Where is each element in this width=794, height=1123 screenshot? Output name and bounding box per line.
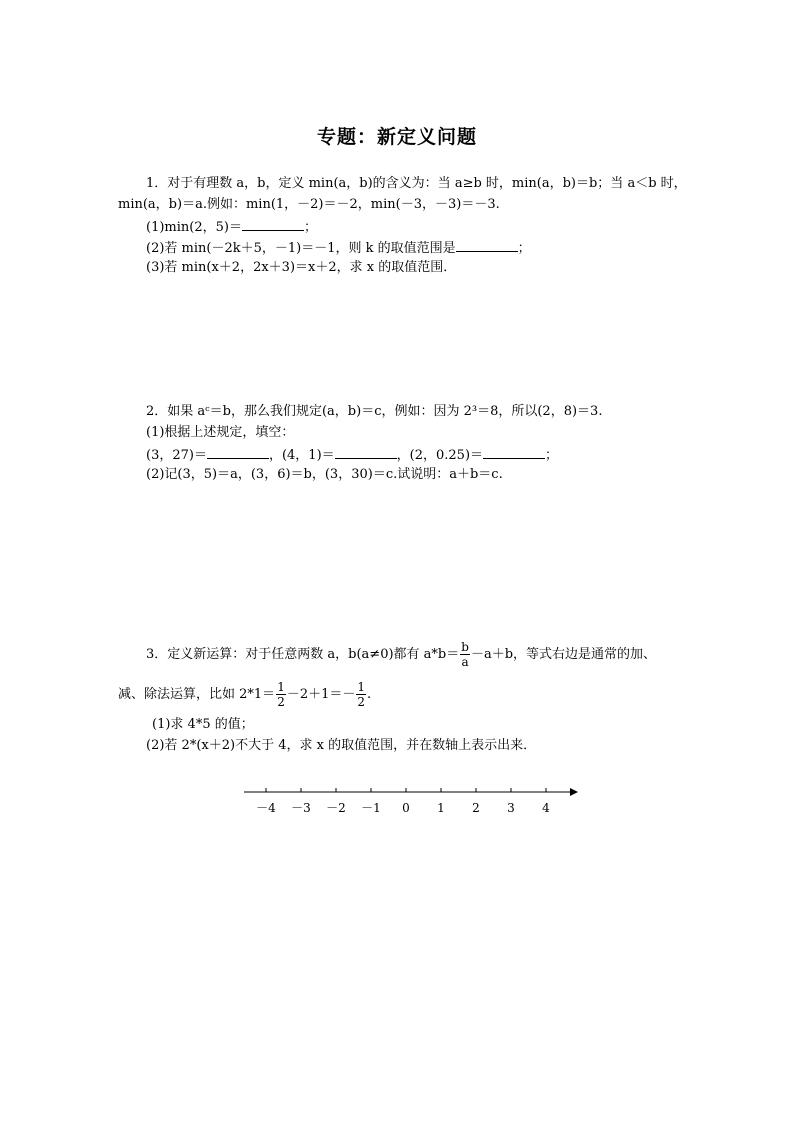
number-line-tick-label: 3 — [507, 801, 515, 815]
fraction-b-over-a — [460, 640, 470, 669]
answer-blank[interactable] — [242, 217, 304, 231]
q1-part-2-end: ； — [517, 241, 531, 256]
q2-fill-1: (3，27)＝ — [146, 448, 207, 463]
fraction-denominator: 2 — [357, 695, 366, 709]
fraction-one-half — [276, 680, 286, 709]
number-line-tick-label: －3 — [291, 801, 311, 815]
q1-part-1-text: (1)min(2，5)＝ — [146, 220, 242, 235]
answer-blank[interactable] — [207, 445, 269, 459]
fraction-denominator: a — [461, 655, 469, 669]
q2-fill-3: ，(2，0.25)＝ — [396, 448, 484, 463]
fraction-denominator: 2 — [277, 695, 285, 709]
number-line-tick-label: －1 — [361, 801, 381, 815]
fraction-numerator: 1 — [277, 680, 285, 694]
q1-line-2: min(a，b)＝a.例如：min(1，－2)＝－2，min(－3，－3)＝－3. — [118, 197, 500, 212]
q3-line-1 — [146, 640, 656, 669]
number-line — [240, 782, 585, 824]
number-line-arrow — [570, 788, 578, 796]
q2-line-1: 2．如果 aᶜ＝b，那么我们规定(a，b)＝c，例如：因为 2³＝8，所以(2，8)＝3. — [146, 404, 603, 419]
number-line-tick-label: 4 — [542, 801, 550, 815]
q3-line-1-pre: 3．定义新运算：对于任意两数 a，b(a≠0)都有 a*b＝ — [146, 647, 460, 662]
fraction-numerator: b — [461, 640, 469, 654]
q3-part-1: (1)求 4*5 的值； — [152, 717, 254, 732]
q1-part-2 — [146, 238, 531, 258]
number-line-tick-label: 1 — [437, 801, 445, 815]
q3-line-1-post: －a＋b，等式右边是通常的加、 — [470, 647, 657, 662]
q1-part-1-end: ； — [303, 220, 317, 235]
q3-line-2-mid: －2＋1＝－ — [286, 687, 356, 702]
q1-part-1 — [146, 217, 317, 237]
number-line-tick-label: 2 — [472, 801, 480, 815]
q1-part-2-text: (2)若 min(－2k＋5，－1)＝－1，则 k 的取值范围是 — [146, 241, 456, 256]
q2-fill-end: ； — [545, 448, 559, 463]
q2-line-2: (1)根据上述规定，填空： — [146, 425, 295, 440]
q3-line-2 — [118, 680, 371, 709]
page-title: 专题：新定义问题 — [316, 126, 477, 148]
q3-line-2-pre: 减、除法运算，比如 2*1＝ — [118, 687, 276, 702]
answer-blank[interactable] — [456, 238, 518, 252]
q2-fill-line — [146, 445, 558, 465]
q1-line-1: 1．对于有理数 a，b，定义 min(a，b)的含义为：当 a≥b 时，min(a，b)＝b；当 a＜b 时， — [146, 176, 687, 191]
number-line-tick-label: －2 — [326, 801, 346, 815]
q2-fill-2: ，(4，1)＝ — [268, 448, 335, 463]
answer-blank[interactable] — [335, 445, 397, 459]
answer-blank[interactable] — [483, 445, 545, 459]
q2-part-2: (2)记(3，5)＝a，(3，6)＝b，(3，30)＝c.试说明：a＋b＝c. — [146, 467, 503, 482]
fraction-numerator: 1 — [357, 680, 366, 694]
q3-part-2: (2)若 2*(x＋2)不大于 4，求 x 的取值范围，并在数轴上表示出来． — [146, 738, 537, 753]
number-line-tick-label: 0 — [402, 801, 410, 815]
fraction-one-half — [356, 680, 366, 709]
q3-line-2-end: . — [367, 687, 372, 702]
number-line-tick-label: －4 — [256, 801, 276, 815]
q1-part-3: (3)若 min(x＋2，2x＋3)＝x＋2，求 x 的取值范围． — [146, 260, 457, 275]
